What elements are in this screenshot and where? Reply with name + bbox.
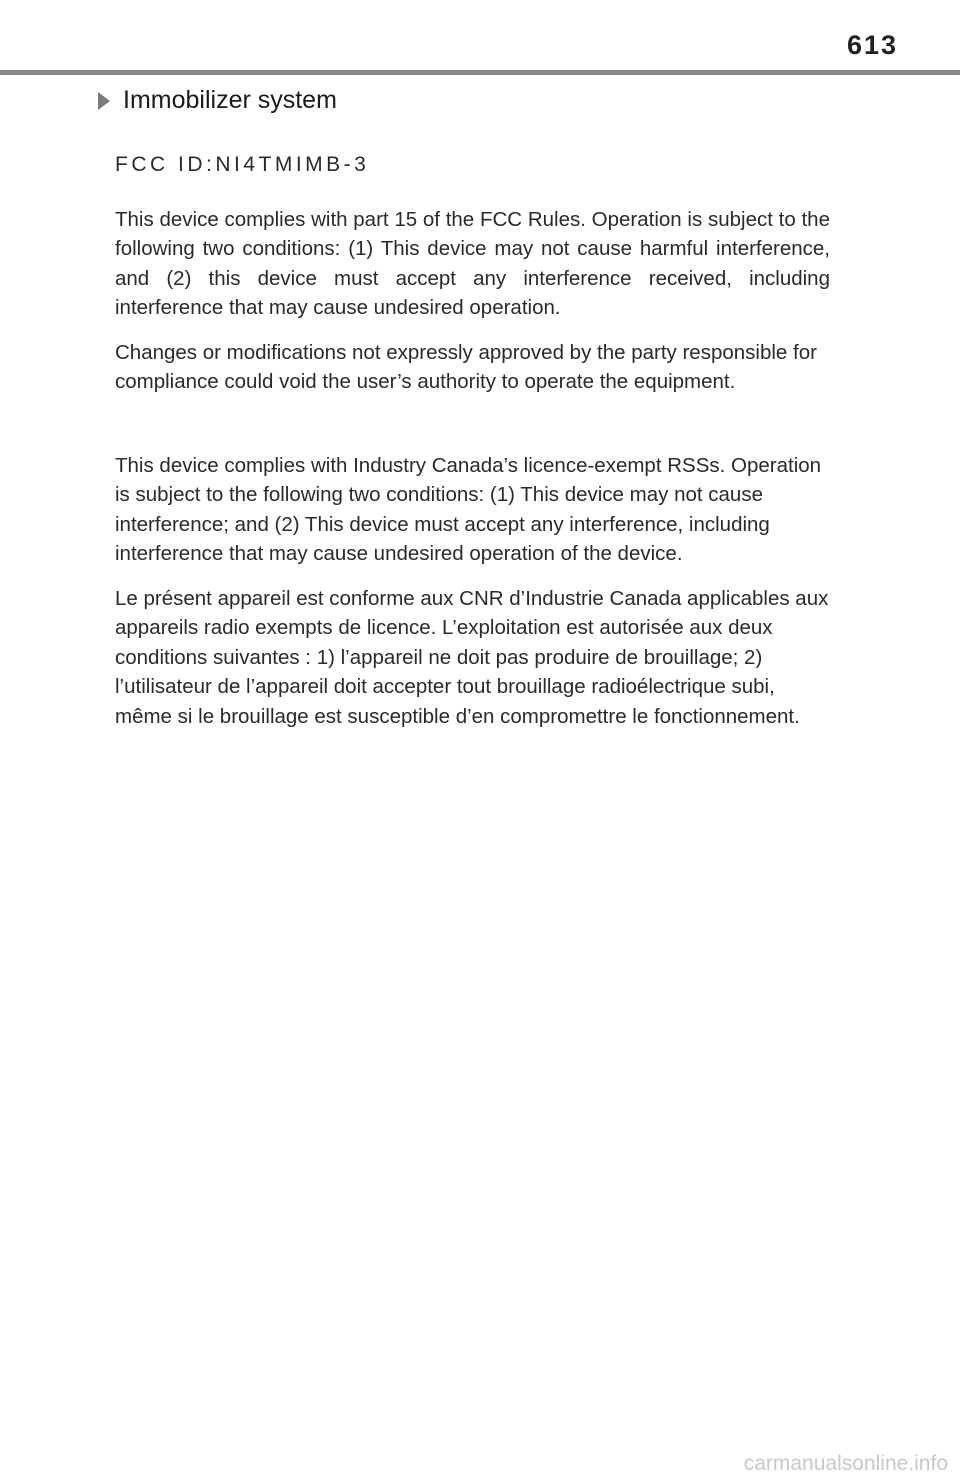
spacer [115,412,830,451]
content-body [115,150,830,746]
fcc-changes-paragraph: Changes or modifications not expressly approved by the party responsible for compliance could void the user’s authority to operate the equipment. [115,340,817,393]
ic-compliance-paragraph: This device complies with Industry Canada’s licence-exempt RSSs. Operation is subject to the following two conditions: (1) This device may not cause interference; and (2) This device must accept any interference, including interference that may cause undesired operation of the device. [115,453,822,565]
fcc-id: FCC ID:NI4TMIMB-3 [115,153,370,176]
header-divider [0,70,960,75]
page-number: 613 [846,30,898,60]
watermark: carmanualsonline.info [743,1452,948,1475]
section-heading [98,86,337,115]
ic-compliance-french-paragraph: Le présent appareil est conforme aux CNR d’Industrie Canada applicables aux appareils radio exempts de licence. L’exploitation est autorisée aux deux conditions suivantes : 1) l’appareil ne doit pas produire de brouillage; 2) l’utilisateur de l’appareil doit accepter tout brouillage radioélectrique subi, même si le brouillage est susceptible d’en compromettre le fonctionnement. [115,586,829,728]
triangle-bullet-icon [98,92,110,110]
section-heading-text: Immobilizer system [123,86,337,114]
fcc-compliance-paragraph: This device complies with part 15 of the FCC Rules. Operation is subject to the following two conditions: (1) This device may not cause harmful interference, and (2) this device must accept any interference received, including interference that may cause undesired operation. [115,207,830,319]
